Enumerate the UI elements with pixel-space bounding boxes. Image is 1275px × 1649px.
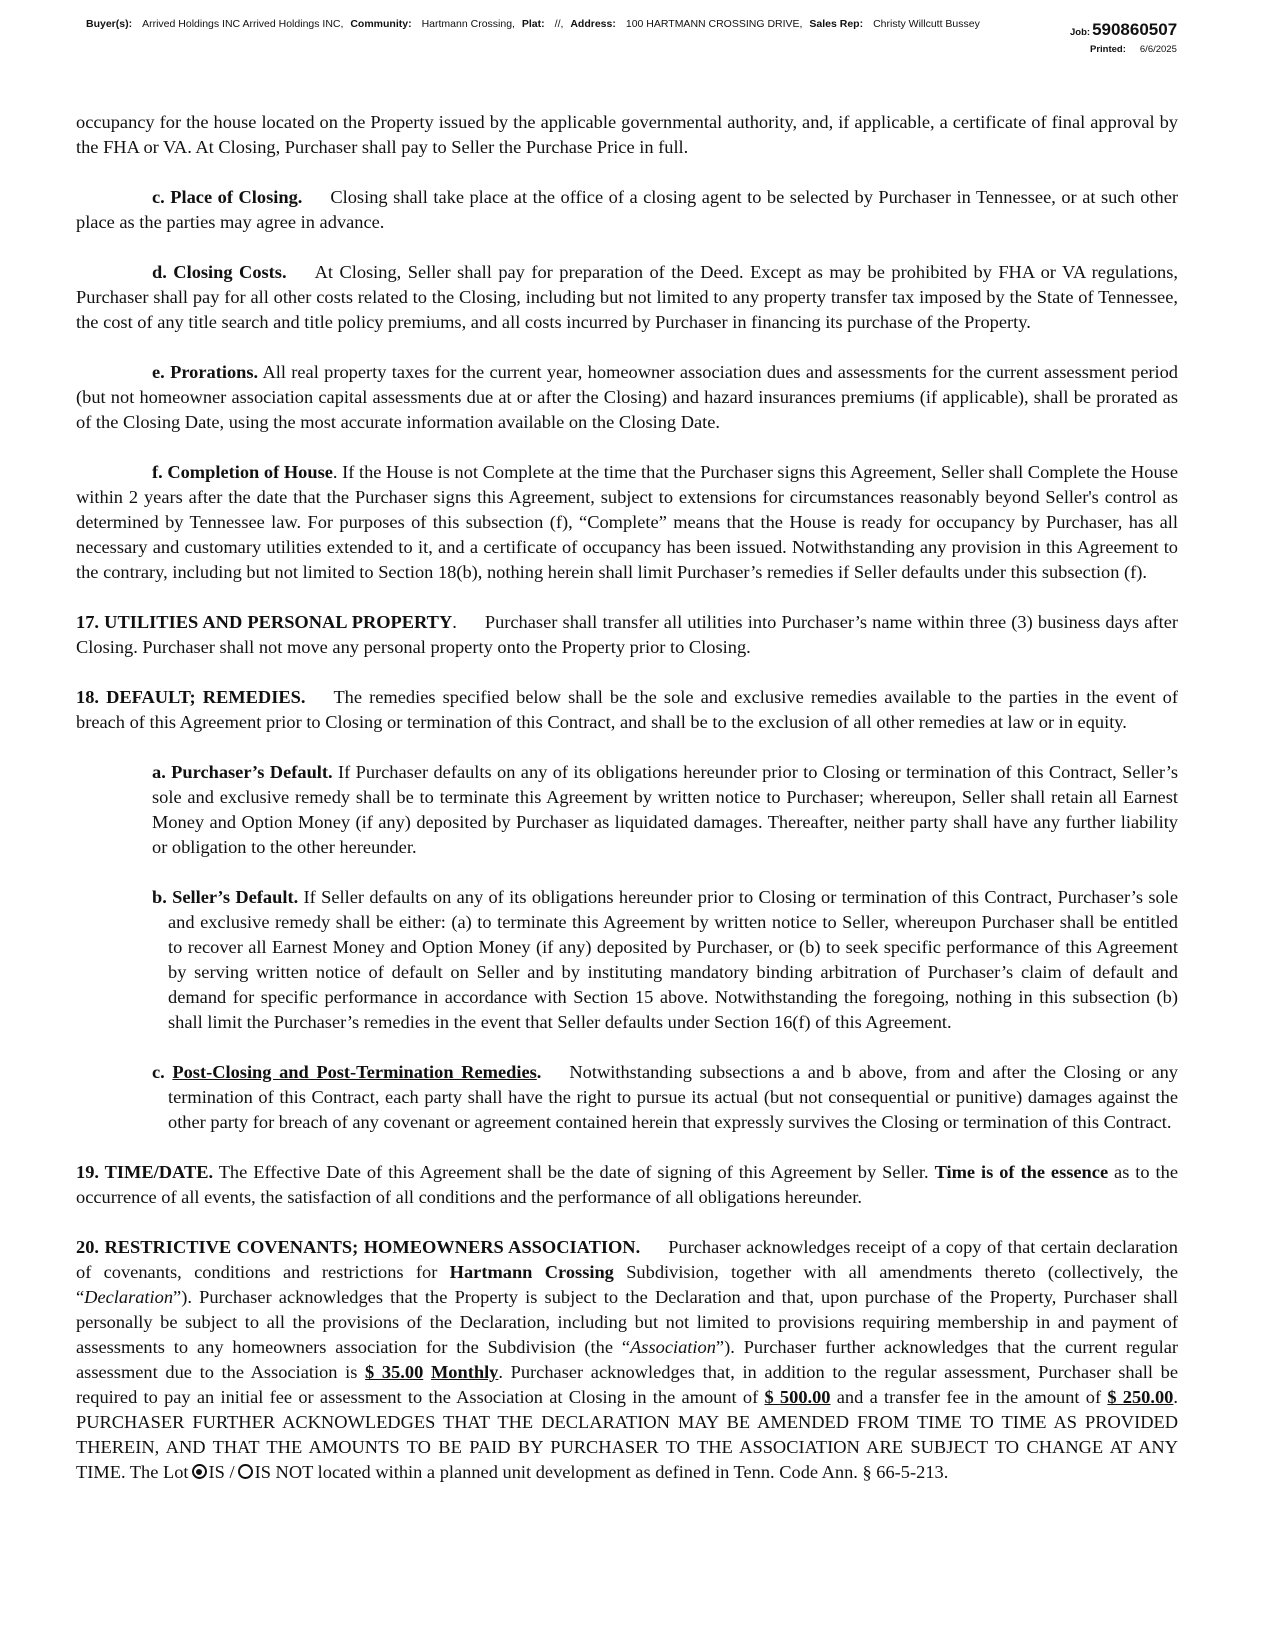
section-19-text-2: as to the occurrence of all events, the satisfaction of all conditions and the performance of all obligations hereunder. [76, 1162, 1178, 1207]
section-19-text: The Effective Date of this Agreement shall be the date of signing of this Agreement by Seller. [218, 1162, 929, 1182]
sales-rep-value: Christy Willcutt Bussey [873, 18, 980, 30]
job-label: Job: [1070, 27, 1091, 38]
header-info-line [86, 18, 984, 30]
job-block [1070, 20, 1177, 40]
section-16d-text: At Closing, Seller shall pay for preparation of the Deed. Except as may be prohibited by FHA or VA regulations, Purchaser shall pay for all other costs related to the Closing, including but not limited to any property transfer tax imposed by the State of Tennessee, the cost of any title search and title policy premiums, and all costs incurred by Purchaser in financing its purchase of the Property. [76, 262, 1179, 332]
section-18-text: The remedies specified below shall be the sole and exclusive remedies available to the parties in the event of breach of this Agreement prior to Closing or termination of this Contract, and shall be to the exclusion of all other remedies at law or in equity. [76, 687, 1178, 732]
pud-is-radio[interactable] [192, 1464, 207, 1479]
contract-body [76, 110, 1178, 1510]
declaration-term: Declaration [84, 1287, 174, 1307]
section-20-text-3: ”). Purchaser acknowledges that the Property is subject to the Declaration and that, upon purchase of the Property, Purchaser shall personally be subject to all the provisions of the Declaration, including but not limited to provisions requiring membership in and payment of assessments to any homeowners association for the Subdivision (the “ [76, 1287, 1178, 1357]
pud-is-label: IS / [208, 1462, 235, 1482]
section-20-text-8: located within a planned unit development as defined in Tenn. Code Ann. § 66-5-213. [317, 1462, 949, 1482]
section-18b [152, 885, 1178, 1035]
section-20-text-4: ”). Purchaser further acknowledges that the current regular assessment due to the Association is [76, 1337, 1178, 1382]
community-value: Hartmann Crossing, [421, 18, 515, 30]
buyer-label: Buyer(s): [86, 18, 133, 30]
section-16e-text: All real property taxes for the current year, homeowner association dues and assessments for the current assessment period (but not homeowner association capital assessments due at or after the Closing) and hazard insurances premiums (if applicable), shall be prorated as of the Closing Date, using the most accurate information available on the Closing Date. [76, 362, 1178, 432]
paragraph-continuation: occupancy for the house located on the Property issued by the applicable governmental authority, and, if applicable, a certificate of final approval by the FHA or VA. At Closing, Purchaser shall pay to Seller the Purchase Price in full. [76, 112, 1178, 157]
section-20-text-6: and a transfer fee in the amount of [836, 1387, 1102, 1407]
regular-assessment-amount: $ 35.00 [365, 1362, 424, 1382]
section-20-title: 20. RESTRICTIVE COVENANTS; HOMEOWNERS ASSOCIATION. [76, 1237, 641, 1257]
section-16d [76, 260, 1178, 335]
section-18b-title: b. Seller’s Default. [152, 887, 299, 907]
section-20 [76, 1235, 1178, 1485]
section-20-text-5: . Purchaser acknowledges that, in addition to the regular assessment, Purchaser shall be required to pay an initial fee or assessment to the Association at Closing in the amount of [76, 1362, 1178, 1407]
section-18 [76, 685, 1178, 735]
sales-rep-label: Sales Rep: [809, 18, 864, 30]
pud-is-not-radio[interactable] [238, 1464, 253, 1479]
printed-date: 6/6/2025 [1139, 44, 1177, 55]
section-16f-text: . If the House is not Complete at the time that the Purchaser signs this Agreement, Seller shall Complete the House within 2 years after the date that the Purchaser signs this Agreement, subject to extensions for circumstances reasonably beyond Seller's control as determined by Tennessee law. For purposes of this subsection (f), “Complete” means that the House is ready for occupancy by Purchaser, has all necessary and customary utilities extended to it, and a certificate of occupancy has been issued. Notwithstanding any provision in this Agreement to the contrary, including but not limited to Section 18(b), nothing herein shall limit Purchaser’s remedies if Seller defaults under this subsection (f). [76, 462, 1178, 582]
address-value: 100 HARTMANN CROSSING DRIVE, [625, 18, 803, 30]
section-16c [76, 185, 1178, 235]
community-name: Hartmann Crossing [449, 1262, 614, 1282]
section-18-title: 18. DEFAULT; REMEDIES. [76, 687, 306, 707]
printed-block [1090, 44, 1177, 55]
section-18a-title: a. Purchaser’s Default. [152, 762, 333, 782]
section-18c-prefix: c. [152, 1062, 165, 1082]
section-16d-title: d. Closing Costs. [152, 262, 287, 282]
section-20-text-7: . PURCHASER FURTHER ACKNOWLEDGES THAT THE DECLARATION MAY BE AMENDED FROM TIME TO TIME AS PROVIDED THEREIN, AND THAT THE AMOUNTS TO BE PAID BY PURCHASER TO THE ASSOCIATION ARE SUBJECT TO CHANGE AT ANY TIME. The Lot [76, 1387, 1178, 1482]
association-term: Association [630, 1337, 716, 1357]
section-20-text-1: Purchaser acknowledges receipt of a copy of that certain declaration of covenants, conditions and restrictions for [76, 1237, 1178, 1282]
address-label: Address: [570, 18, 616, 30]
section-18c-text: Notwithstanding subsections a and b above, from and after the Closing or any termination of this Contract, each party shall have the right to pursue its actual (but not consequential or punitive) damages against the other party for breach of any covenant or agreement contained herein that expressly survives the Closing or termination of this Contract. [168, 1062, 1178, 1132]
section-17-title: 17. UTILITIES AND PERSONAL PROPERTY [76, 612, 453, 632]
section-18a-text: If Purchaser defaults on any of its obligations hereunder prior to Closing or termination of this Contract, Seller’s sole and exclusive remedy shall be to terminate this Agreement by written notice to Purchaser; whereupon, Seller shall retain all Earnest Money and Option Money (if any) deposited by Purchaser as liquidated damages. Thereafter, neither party shall have any further liability or obligation to the other hereunder. [152, 762, 1178, 857]
pud-is-not-label: IS NOT [254, 1462, 314, 1482]
plat-value: //, [554, 18, 564, 30]
transfer-fee-amount: $ 250.00 [1107, 1387, 1174, 1407]
section-18c-title: Post-Closing and Post-Termination Remedies [172, 1062, 537, 1082]
printed-label: Printed: [1090, 44, 1126, 55]
initial-fee-amount: $ 500.00 [764, 1387, 831, 1407]
section-19-title: 19. TIME/DATE. [76, 1162, 214, 1182]
section-18a [152, 760, 1178, 860]
section-18c: c. Post-Closing and Post-Termination Remedies. Notwithstanding subsections a and b above, from and after the Closing or any termination of this Contract, each party shall have the right to pursue its actual (but not consequential or punitive) damages against the other party for breach of any covenant or agreement contained herein that expressly survives the Closing or termination of this Contract. [152, 1062, 1178, 1132]
section-16f [76, 460, 1178, 585]
section-19-bold: Time is of the essence [934, 1162, 1109, 1182]
section-16c-text: Closing shall take place at the office of a closing agent to be selected by Purchaser in Tennessee, or at such other place as the parties may agree in advance. [76, 187, 1178, 232]
section-16e [76, 360, 1178, 435]
section-16e-title: e. Prorations. [152, 362, 259, 382]
section-16f-title: f. Completion of House [152, 462, 333, 482]
section-16c-title: c. Place of Closing. [152, 187, 303, 207]
section-17: 17. UTILITIES AND PERSONAL PROPERTY. Purchaser shall transfer all utilities into Purchaser’s name within three (3) business days after Closing. Purchaser shall not move any personal property onto the Property prior to Closing. [76, 612, 1178, 657]
section-19 [76, 1160, 1178, 1210]
section-20-text-2: Subdivision, together with all amendments thereto (collectively, the “ [76, 1262, 1178, 1307]
section-18b-text: If Seller defaults on any of its obligations hereunder prior to Closing or termination of this Contract, Purchaser’s sole and exclusive remedy shall be either: (a) to terminate this Agreement by written notice to Seller, whereupon Purchaser shall be entitled to recover all Earnest Money and Option Money (if any) deposited by Purchaser, or (b) to seek specific performance of this Agreement by serving written notice of default on Seller and by instituting mandatory binding arbitration of Purchaser’s claim of default and demand for specific performance in accordance with Section 15 above. Notwithstanding the foregoing, nothing in this subsection (b) shall limit the Purchaser’s remedies in the event that Seller defaults under Section 16(f) of this Agreement. [168, 887, 1178, 1032]
assessment-frequency: Monthly [430, 1362, 499, 1382]
job-number: 590860507 [1092, 20, 1178, 39]
community-label: Community: [350, 18, 412, 30]
plat-label: Plat: [521, 18, 545, 30]
buyer-value: Arrived Holdings INC Arrived Holdings INC, [142, 18, 344, 30]
section-17-text: Purchaser shall transfer all utilities into Purchaser’s name within three (3) business days after Closing. Purchaser shall not move any personal property onto the Property prior to Closing. [76, 612, 1178, 657]
